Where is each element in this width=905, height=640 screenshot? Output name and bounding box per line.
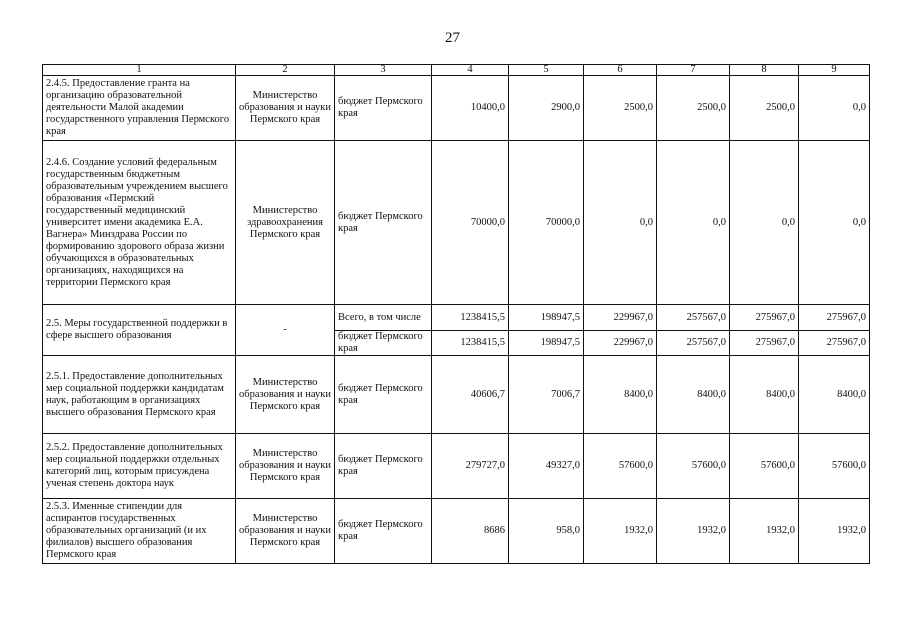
value-cell: 40606,7 [432, 356, 509, 434]
value-cell: 2500,0 [584, 76, 657, 141]
measure-name: 2.4.6. Создание условий федеральным государственным бюджетным образовательным учреждением высшего образования «Пермский государственный медицинский университет имени академика Е.А. Вагнера» Минздрава России по формированию здорового образа жизни обучающихся в образовательных организациях, находящихся на территории Пермского края [43, 141, 236, 305]
funding-source: бюджет Пермского края [335, 76, 432, 141]
table-row [43, 76, 870, 141]
responsible-ministry: - [236, 305, 335, 356]
table-row [43, 356, 870, 434]
column-numbers-row [43, 65, 870, 76]
value-cell: 1932,0 [799, 499, 870, 564]
value-cell: 57600,0 [657, 434, 730, 499]
value-cell: 275967,0 [799, 331, 870, 356]
value-cell: 0,0 [584, 141, 657, 305]
column-number: 3 [335, 65, 432, 76]
budget-table [42, 64, 870, 564]
column-number: 4 [432, 65, 509, 76]
value-cell: 10400,0 [432, 76, 509, 141]
value-cell: 279727,0 [432, 434, 509, 499]
value-cell: 0,0 [730, 141, 799, 305]
funding-source: бюджет Пермского края [335, 141, 432, 305]
funding-source: бюджет Пермского края [335, 331, 432, 356]
value-cell: 8686 [432, 499, 509, 564]
value-cell: 57600,0 [584, 434, 657, 499]
value-cell: 958,0 [509, 499, 584, 564]
table-row [43, 141, 870, 305]
value-cell: 2500,0 [657, 76, 730, 141]
column-number: 1 [43, 65, 236, 76]
responsible-ministry: Министерство образования и науки Пермского края [236, 76, 335, 141]
responsible-ministry: Министерство здравоохранения Пермского края [236, 141, 335, 305]
value-cell: 275967,0 [730, 331, 799, 356]
funding-source: бюджет Пермского края [335, 434, 432, 499]
value-cell: 275967,0 [799, 305, 870, 331]
value-cell: 0,0 [657, 141, 730, 305]
column-number: 5 [509, 65, 584, 76]
value-cell: 57600,0 [730, 434, 799, 499]
value-cell: 49327,0 [509, 434, 584, 499]
value-cell: 1932,0 [584, 499, 657, 564]
funding-source: бюджет Пермского края [335, 356, 432, 434]
measure-name: 2.5. Меры государственной поддержки в сфере высшего образования [43, 305, 236, 356]
column-number: 6 [584, 65, 657, 76]
table-row [43, 434, 870, 499]
value-cell: 198947,5 [509, 331, 584, 356]
column-number: 8 [730, 65, 799, 76]
funding-source: бюджет Пермского края [335, 499, 432, 564]
value-cell: 8400,0 [799, 356, 870, 434]
value-cell: 70000,0 [432, 141, 509, 305]
value-cell: 70000,0 [509, 141, 584, 305]
value-cell: 229967,0 [584, 305, 657, 331]
value-cell: 2500,0 [730, 76, 799, 141]
measure-name: 2.5.3. Именные стипендии для аспирантов государственных образовательных организаций (и их филиалов) высшего образования Пермского края [43, 499, 236, 564]
value-cell: 257567,0 [657, 331, 730, 356]
value-cell: 2900,0 [509, 76, 584, 141]
value-cell: 1932,0 [730, 499, 799, 564]
value-cell: 0,0 [799, 141, 870, 305]
page-number: 27 [445, 30, 460, 46]
table-row [43, 305, 870, 331]
value-cell: 1238415,5 [432, 331, 509, 356]
value-cell: 7006,7 [509, 356, 584, 434]
value-cell: 1238415,5 [432, 305, 509, 331]
measure-name: 2.5.1. Предоставление дополнительных мер социальной поддержки кандидатам наук, работающим в организациях высшего образования Пермского края [43, 356, 236, 434]
funding-source: Всего, в том числе [335, 305, 432, 331]
column-number: 9 [799, 65, 870, 76]
value-cell: 0,0 [799, 76, 870, 141]
value-cell: 275967,0 [730, 305, 799, 331]
value-cell: 57600,0 [799, 434, 870, 499]
value-cell: 1932,0 [657, 499, 730, 564]
column-number: 2 [236, 65, 335, 76]
value-cell: 198947,5 [509, 305, 584, 331]
value-cell: 229967,0 [584, 331, 657, 356]
responsible-ministry: Министерство образования и науки Пермского края [236, 434, 335, 499]
column-number: 7 [657, 65, 730, 76]
measure-name: 2.4.5. Предоставление гранта на организацию образовательной деятельности Малой академии государственного управления Пермского края [43, 76, 236, 141]
value-cell: 8400,0 [584, 356, 657, 434]
value-cell: 8400,0 [730, 356, 799, 434]
responsible-ministry: Министерство образования и науки Пермского края [236, 356, 335, 434]
value-cell: 8400,0 [657, 356, 730, 434]
table-row [43, 499, 870, 564]
value-cell: 257567,0 [657, 305, 730, 331]
measure-name: 2.5.2. Предоставление дополнительных мер социальной поддержки отдельных категорий лиц, которым присуждена ученая степень доктора наук [43, 434, 236, 499]
responsible-ministry: Министерство образования и науки Пермского края [236, 499, 335, 564]
